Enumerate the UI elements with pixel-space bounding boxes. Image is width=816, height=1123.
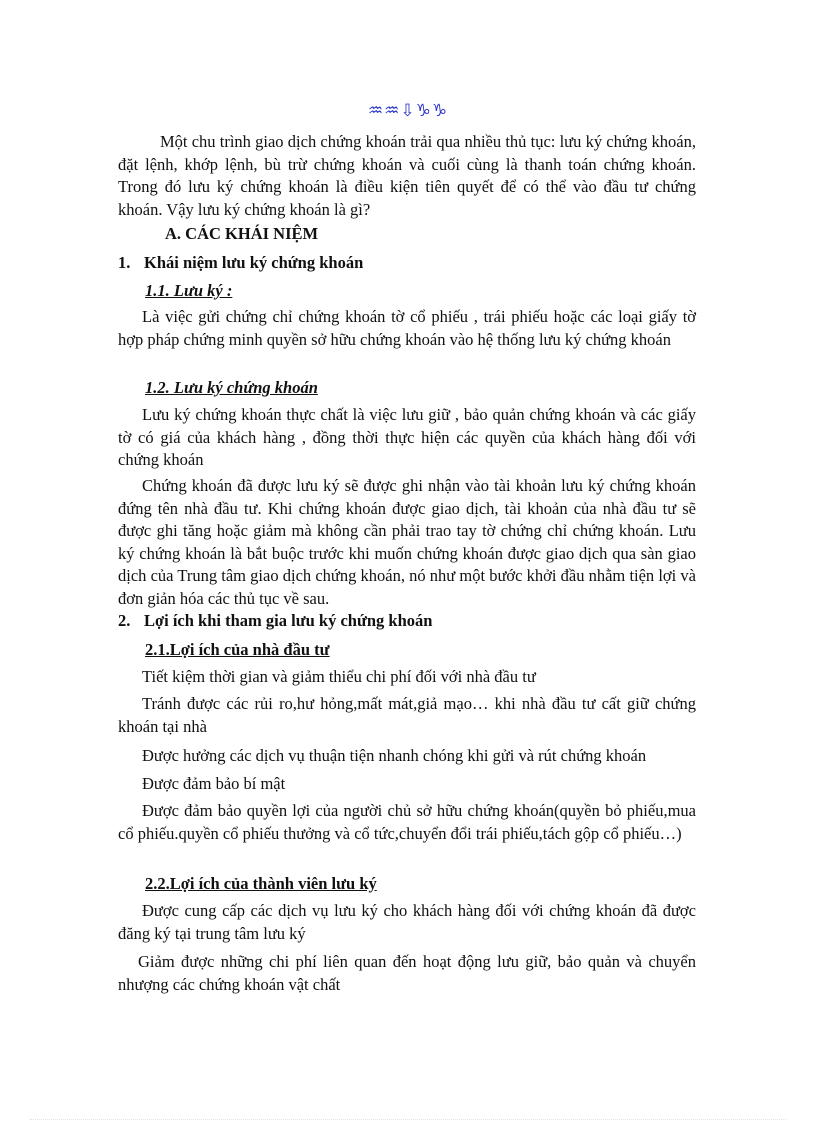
member-benefit-item: Giảm được những chi phí liên quan đến hoạt động lưu giữ, bảo quản và chuyển nhượng các chứng khoán vật chất [118, 952, 696, 994]
section-2-heading [118, 611, 432, 631]
section-a-heading: A. CÁC KHÁI NIỆM [165, 224, 319, 243]
subsection-1-1-text: Là việc gửi chứng chỉ chứng khoán tờ cổ phiếu , trái phiếu hoặc các loại giấy tờ hợp pháp chứng minh quyền sở hữu chứng khoán vào hệ thống lưu ký chứng khoán [118, 307, 696, 349]
section-number: 1. [118, 253, 131, 272]
subsection-1-1-heading: 1.1. Lưu ký : [145, 281, 233, 300]
section-title: Khái niệm lưu ký chứng khoán [144, 253, 364, 272]
subsection-1-2-paragraph-1: Lưu ký chứng khoán thực chất là việc lưu giữ , bảo quản chứng khoán và các giấy tờ có giá của khách hàng , đồng thời thực hiện các quyền của khách hàng đối với chứng khoán [118, 405, 696, 469]
subsection-2-1-heading: 2.1.Lợi ích của nhà đầu tư [145, 640, 330, 659]
subsection-2-2-heading: 2.2.Lợi ích của thành viên lưu ký [145, 874, 377, 893]
intro-paragraph: Một chu trình giao dịch chứng khoán trải qua nhiều thủ tục: lưu ký chứng khoán, đặt lệnh, khớp lệnh, bù trừ chứng khoán và cuối cùng là thanh toán chứng khoán. Trong đó lưu ký chứng khoán là điều kiện tiên quyết để có thể vào đầu tư chứng khoán. Vậy lưu ký chứng khoán là gì? [118, 132, 696, 219]
section-title: Lợi ích khi tham gia lưu ký chứng khoán [144, 611, 433, 630]
subsection-1-2-paragraph-2: Chứng khoán đã được lưu ký sẽ được ghi nhận vào tài khoản lưu ký chứng khoán đứng tên nhà đầu tư. Khi chứng khoán được giao dịch, tài khoản của nhà đầu tư sẽ được ghi tăng hoặc giảm mà không cần phải trao tay tờ chứng chỉ chứng khoán. Lưu ký chứng khoán là bắt buộc trước khi muốn chứng khoán được giao dịch qua sàn giao dịch của Trung tâm giao dịch chứng khoán, nó như một bước khởi đầu nhằm tiện lợi và đơn giản hóa các thủ tục về sau. [118, 476, 696, 608]
benefit-item: Được hưởng các dịch vụ thuận tiện nhanh chóng khi gửi và rút chứng khoán [142, 746, 647, 765]
subsection-1-2-heading: 1.2. Lưu ký chứng khoán [145, 378, 318, 397]
benefit-item: Được đảm bảo bí mật [142, 774, 286, 793]
benefit-item: Được đảm bảo quyền lợi của người chủ sở hữu chứng khoán(quyền bỏ phiếu,mua cổ phiếu.quyền cổ phiếu thưởng và cổ tức,chuyển đổi trái phiếu,tách gộp cổ phiếu…) [118, 801, 696, 843]
page-bottom-border [30, 1119, 786, 1120]
section-1-heading [118, 253, 363, 273]
decorative-symbols: ♒♒⇩♑♑ [367, 101, 449, 121]
member-benefit-item: Được cung cấp các dịch vụ lưu ký cho khách hàng đối với chứng khoán đã được đăng ký tại trung tâm lưu ký [118, 901, 696, 943]
benefit-item: Tiết kiệm thời gian và giảm thiểu chi phí đối với nhà đầu tư [142, 667, 536, 686]
benefit-item: Tránh được các rủi ro,hư hỏng,mất mát,giả mạo… khi nhà đầu tư cất giữ chứng khoán tại nhà [118, 694, 696, 736]
section-number: 2. [118, 611, 131, 630]
